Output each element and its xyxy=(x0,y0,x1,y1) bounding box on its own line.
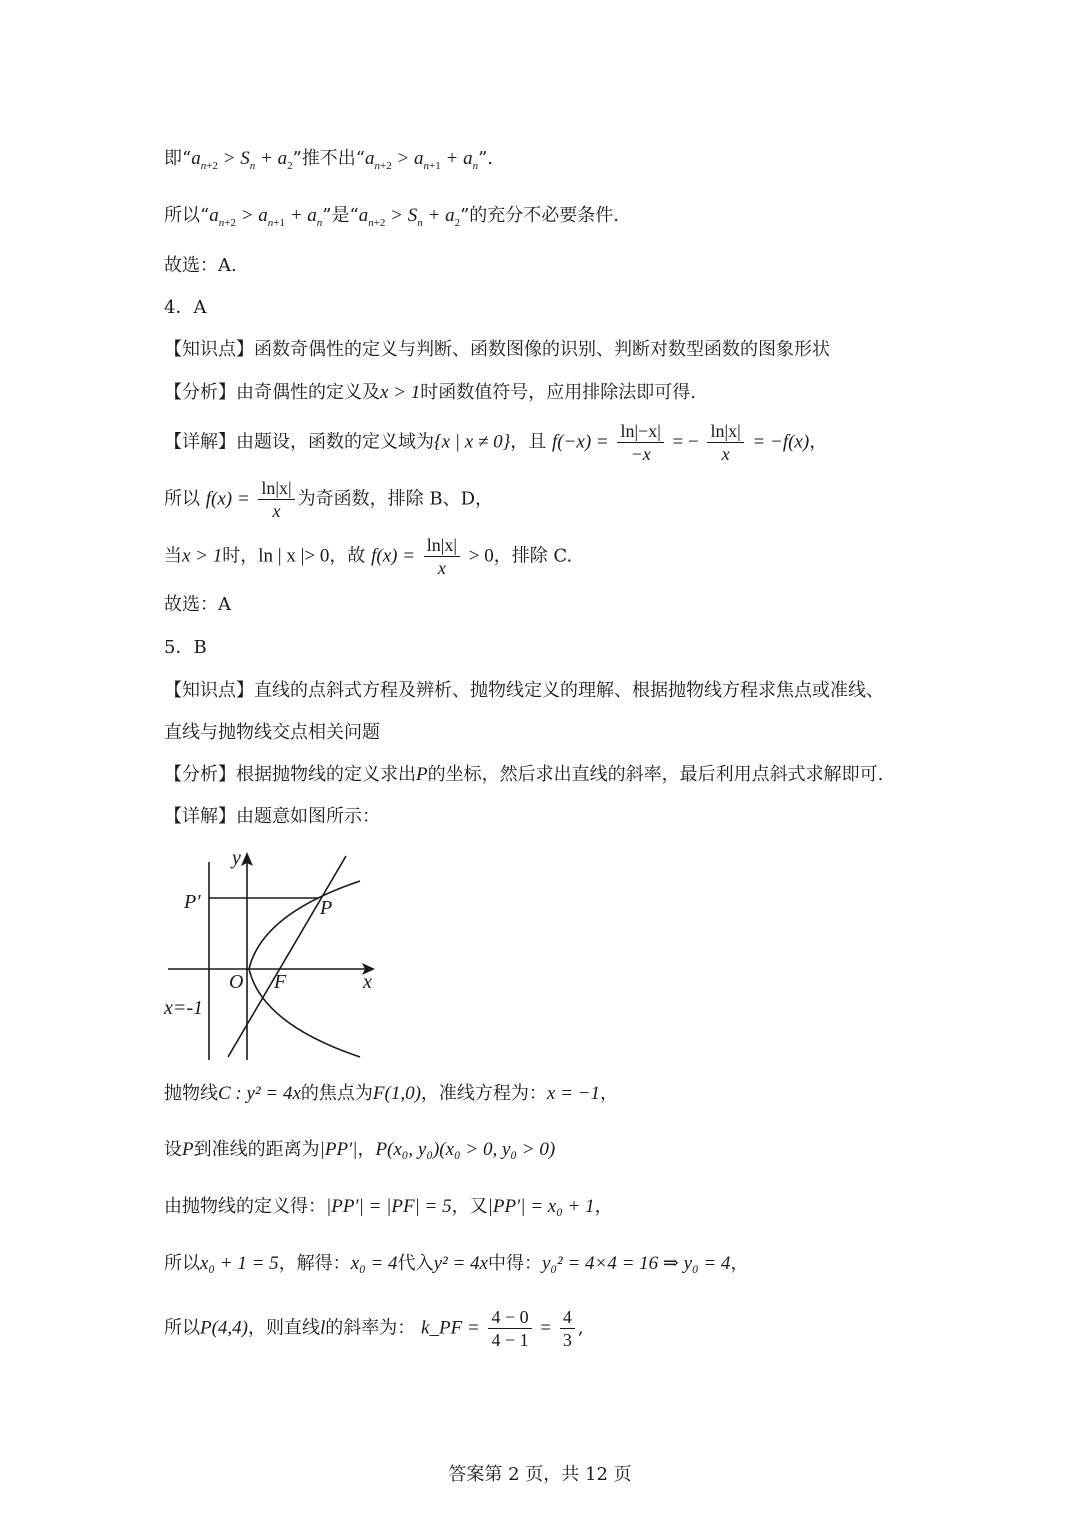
fraction: $\frac{\ln|x|}{x}$ xyxy=(707,420,743,465)
label-y: y xyxy=(232,847,241,869)
text: 所以 xyxy=(164,488,200,510)
section-tag: 【分析】 xyxy=(164,382,236,403)
math: P xyxy=(182,1139,194,1160)
math: l xyxy=(320,1317,326,1339)
math: |PP′| = |PF| = 5 xyxy=(326,1196,452,1217)
line-3: 故选：A. xyxy=(164,255,237,276)
math: x > 1 xyxy=(182,545,223,567)
text: 时， xyxy=(222,545,259,567)
math: f(x) = xyxy=(205,488,250,510)
text: 所以 xyxy=(164,1253,200,1274)
line-18: 由抛物线的定义得：|PP′| = |PF| = 5，又|PP′| = x₀ + 1， xyxy=(164,1196,613,1217)
text: 根据抛物线的定义求出 xyxy=(236,764,416,785)
math: k_PF = xyxy=(421,1317,480,1339)
section-tag: 【详解】 xyxy=(164,431,236,453)
page-footer: 答案第 2 页，共 12 页 xyxy=(448,1464,632,1485)
math: y₀² = 4×4 = 16 ⇒ y₀ = 4 xyxy=(541,1253,731,1274)
math: f(x) = xyxy=(371,545,416,567)
line-13: 直线与抛物线交点相关问题 xyxy=(164,722,380,743)
label-O: O xyxy=(229,971,244,993)
line-9 xyxy=(164,534,572,579)
math: = −f(x) xyxy=(752,431,810,453)
math: P(x₀, y₀)(x₀ > 0, y₀ > 0) xyxy=(375,1139,556,1160)
line-17 xyxy=(164,1137,555,1163)
line-5 xyxy=(164,337,830,363)
line-10: 故选：A xyxy=(164,594,231,615)
math: |PP′| = x₀ + 1 xyxy=(487,1196,595,1217)
math: |PP′| xyxy=(319,1139,358,1160)
line-l xyxy=(228,856,346,1057)
math: = − xyxy=(672,431,699,453)
line-20 xyxy=(164,1306,584,1351)
text: 即“ xyxy=(164,148,192,169)
text: ，解得： xyxy=(278,1253,351,1274)
text: ，又 xyxy=(451,1196,488,1217)
text: ， xyxy=(357,1139,376,1160)
text: ”. xyxy=(478,148,494,169)
line-4: 4．A xyxy=(164,297,207,318)
text: 抛物线 xyxy=(164,1083,218,1104)
line-11: 5．B xyxy=(164,637,207,658)
math: x > 1 xyxy=(380,382,421,403)
text: ，且 xyxy=(510,431,547,453)
math: C : y² = 4x xyxy=(218,1083,301,1104)
label-F: F xyxy=(274,971,287,993)
text: 设 xyxy=(164,1139,182,1160)
text: ，故 xyxy=(329,545,366,567)
text: ”推不出“ xyxy=(292,148,365,169)
text: ，排除 C. xyxy=(493,545,573,567)
math: P(4,4) xyxy=(200,1317,249,1339)
section-tag: 【分析】 xyxy=(164,764,236,785)
section-tag: 【知识点】 xyxy=(164,680,254,701)
label-Pprime: P′ xyxy=(184,891,201,913)
math: x = −1 xyxy=(546,1083,600,1104)
text: 代入 xyxy=(397,1253,434,1274)
text: 的斜率为： xyxy=(325,1317,416,1339)
math: {x | x ≠ 0} xyxy=(434,431,511,453)
line-1: 即“$a_{n+2} > S_n + a_2$”推不出“$a_{n+2} > a_{n+1} + a_n$”. xyxy=(164,148,494,172)
line-16 xyxy=(164,1081,618,1107)
text: , xyxy=(577,1317,584,1339)
math: F(1,0) xyxy=(372,1083,421,1104)
math: = xyxy=(540,1317,552,1339)
text: 由奇偶性的定义及 xyxy=(236,382,380,403)
line-8 xyxy=(164,477,493,522)
text: 中得： xyxy=(487,1253,542,1274)
label-x: x xyxy=(363,971,372,993)
math: f(−x) = xyxy=(551,431,609,453)
text: 的坐标，然后求出直线的斜率，最后利用点斜式求解即可. xyxy=(427,764,884,785)
text: 函数奇偶性的定义与判断、函数图像的识别、判断对数型函数的图象形状 xyxy=(254,339,830,360)
line-12 xyxy=(164,678,884,704)
section-tag: 【知识点】 xyxy=(164,339,254,360)
line-2: 所以“$a_{n+2} > a_{n+1} + a_n$”是“$a_{n+2} > S_n + a_2$”的充分不必要条件. xyxy=(164,205,620,229)
text: 到准线的距离为 xyxy=(193,1139,320,1160)
line-6 xyxy=(164,380,696,406)
fraction: $\frac{4 - 0}{4 - 1}$ xyxy=(488,1306,531,1351)
text: ， xyxy=(599,1083,618,1104)
math: x₀ + 1 = 5 xyxy=(200,1253,279,1274)
text: 时函数值符号，应用排除法即可得. xyxy=(420,382,696,403)
text: ，则直线 xyxy=(248,1317,321,1339)
text: 所以 xyxy=(164,1317,200,1339)
fraction: $\frac{\ln|x|}{x}$ xyxy=(424,534,460,579)
text: 由题意如图所示： xyxy=(236,806,380,827)
label-P: P xyxy=(320,897,333,919)
text: ，准线方程为： xyxy=(420,1083,547,1104)
text: ”是“ xyxy=(322,205,359,226)
fraction: $\frac{\ln|x|}{x}$ xyxy=(258,477,294,522)
line-14 xyxy=(164,762,883,788)
fraction: $\frac{4}{3}$ xyxy=(560,1306,575,1351)
parabola-upper xyxy=(249,881,360,969)
section-tag: 【详解】 xyxy=(164,806,236,827)
fraction: $\frac{\ln|-x|}{-x}$ xyxy=(617,420,663,465)
text: 当 xyxy=(164,545,182,567)
math: P xyxy=(416,764,428,785)
parabola-lower xyxy=(249,969,360,1057)
parabola-figure xyxy=(160,842,390,1067)
text: 由题设，函数的定义域为 xyxy=(236,431,434,453)
text: 的焦点为 xyxy=(300,1083,373,1104)
text: 直线的点斜式方程及辨析、抛物线定义的理解、根据抛物线方程求焦点或准线、 xyxy=(254,680,884,701)
line-19: 所以x₀ + 1 = 5，解得：x₀ = 4代入y² = 4x中得：y₀² = 4×4 = 16 ⇒ y₀ = 4， xyxy=(164,1253,749,1274)
math: x₀ = 4 xyxy=(350,1253,398,1274)
text: ”的充分不必要条件. xyxy=(460,205,620,226)
text: 为奇函数，排除 B、D， xyxy=(297,488,494,510)
text: 所以“ xyxy=(164,205,210,226)
math: y² = 4x xyxy=(433,1253,488,1274)
math: ln | x |> 0 xyxy=(258,545,330,567)
text: 由抛物线的定义得： xyxy=(164,1196,326,1217)
line-7: 【详解】由题设，函数的定义域为{x | x ≠ 0}，且 f(−x) = $\frac{\ln|-x|}{-x}$ = − $\frac{\ln|x|}{x}$ = −f(x)， xyxy=(164,421,828,464)
math: > 0 xyxy=(468,545,494,567)
line-15 xyxy=(164,804,380,830)
label-directrix: x=-1 xyxy=(164,997,204,1019)
